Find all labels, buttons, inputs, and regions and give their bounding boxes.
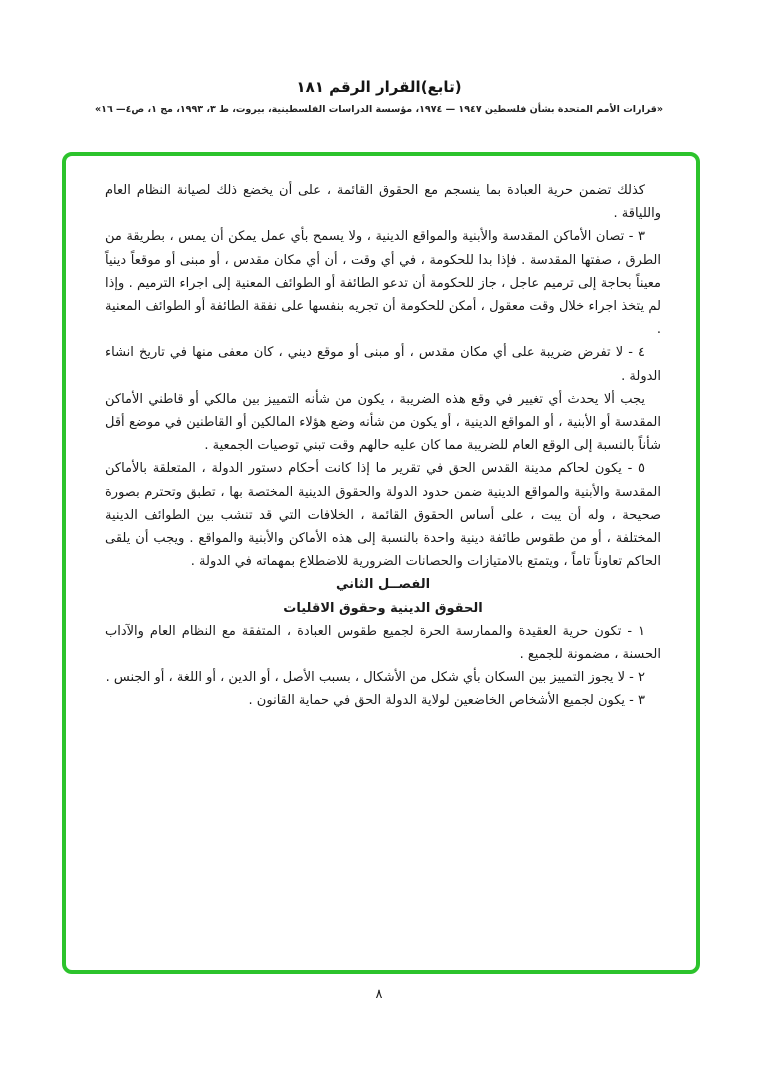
document-paragraph: ٣ - يكون لجميع الأشخاص الخاضعين لولاية الدولة الحق في حماية القانون . bbox=[248, 693, 645, 709]
document-paragraph: ٢ - لا يجوز التمييز بين السكان بأي شكل من الأشكال ، بسبب الأصل ، أو الدين ، أو اللغة ، أو الجنس . bbox=[105, 670, 645, 686]
page-number: ٨ bbox=[375, 987, 383, 1002]
section-subheading: الحقوق الدينية وحقوق الاقليات bbox=[283, 600, 483, 616]
section-heading: الفصــل الثاني bbox=[335, 577, 431, 593]
document-paragraph: كذلك تضمن حرية العبادة بما ينسجم مع الحقوق القائمة ، على أن يخضع ذلك لصيانة النظام العام واللياقة . bbox=[105, 183, 661, 222]
page-title: (تابع)القرار الرقم ١٨١ bbox=[296, 78, 462, 96]
document-paragraph: ١ - تكون حرية العقيدة والممارسة الحرة لجميع طقوس العبادة ، المتفقة مع النظام العام والآداب الحسنة ، مضمونة للجميع . bbox=[105, 623, 661, 663]
document-body bbox=[105, 179, 661, 713]
document-paragraph: ٥ - يكون لحاكم مدينة القدس الحق في تقرير ما إذا كانت أحكام دستور الدولة ، المتعلقة بالأماكن المقدسة والأبنية والمواقع الدينية ضمن حدود الدولة والحقوق الدينية المختصة بها ، تطبق وتحترم بصورة صحيحة ، وله أن يبت ، على أساس الحقوق القائمة ، الخلافات التي قد تنشب بين الطوائف الدينية المختلفة ، أو من طقوس طائفة دينية واحدة بالنسبة إلى هذه الأماكن والأبنية والمواقع . ويجب أن يلقى الحاكم تعاوناً تاماً ، ويتمتع بالامتيازات والحصانات الضرورية للاضطلاع بمهماته في الدولة . bbox=[105, 461, 661, 570]
document-paragraph: ٣ - تصان الأماكن المقدسة والأبنية والمواقع الدينية ، ولا يسمح بأي عمل يمكن أن يمس ، بطريقة من الطرق ، صفتها المقدسة . فإذا بدا للحكومة ، في أي وقت ، أن أي مكان مقدس ، أو مبنى أو موقعاً دينياً معيناً بحاجة إلى ترميم عاجل ، جاز للحكومة أن تدعو الطائفة أو الطوائف المعنية إلى اجراء الترميم . وإذا لم يتخذ اجراء خلال وقت معقول ، أمكن للحكومة أن تجريه بنفسها على نفقة الطائفة أو الطوائف المعنية . bbox=[105, 229, 661, 338]
document-paragraph: ٤ - لا تفرض ضريبة على أي مكان مقدس ، أو مبنى أو موقع ديني ، كان معفى منها في تاريخ انشاء الدولة . bbox=[105, 345, 661, 384]
page-subtitle: «قرارات الأمم المتحدة بشأن فلسطين ١٩٤٧ — ١٩٧٤، مؤسسة الدراسات الفلسطينية، بيروت، ط ٣، ١٩٩٣، مج ١، ص٤— ١٦» bbox=[95, 104, 663, 115]
document-paragraph: يجب ألا يحدث أي تغيير في وقع هذه الضريبة ، يكون من شأنه التمييز بين مالكي أو قاطني الأماكن المقدسة أو الأبنية ، أو المواقع الدينية ، أو يكون من شأنه وضع هؤلاء المالكين أو القاطنين في موضع أقل شأناً بالنسبة إلى الوقع العام للضريبة مما كان عليه حالهم وقت تبني توصيات الجمعية . bbox=[105, 391, 661, 454]
